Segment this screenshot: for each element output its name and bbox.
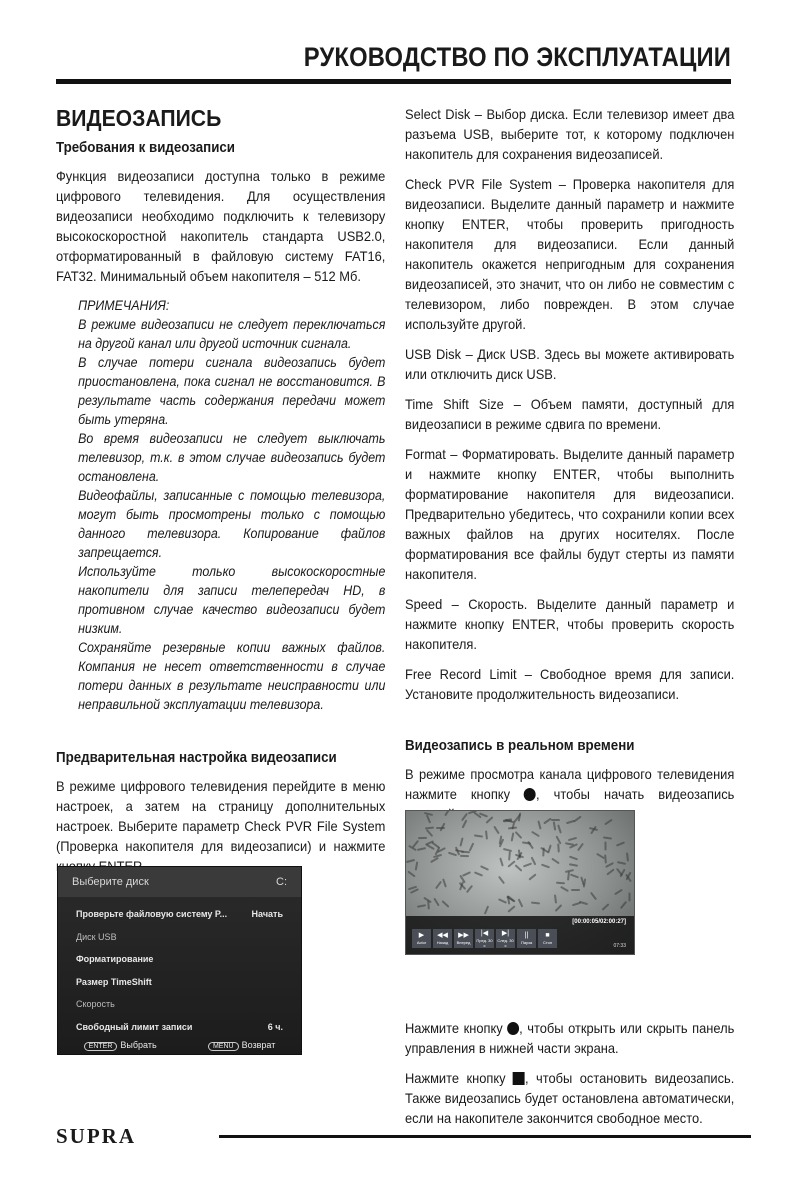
page-footer <box>56 1124 716 1148</box>
fish-mark <box>626 852 629 861</box>
fish-mark <box>547 844 552 853</box>
footer-rule <box>219 1135 751 1138</box>
requirements-text: Функция видеозаписи доступна только в режиме цифрового телевидения. Для осуществления видеозаписи необходимо подключить к телевизору высокоскоростной накопитель стандарта USB2.0, отформатированный в файловую систему FAT16, FAT32. Минимальный объем накопителя – 512 Мб. <box>56 168 386 284</box>
record-button-icon <box>507 1022 519 1035</box>
osd-enter-hint: ENTER Выбрать <box>84 1040 157 1050</box>
fish-mark <box>560 885 569 891</box>
presetup-text: В режиме цифрового телевидения перейдите в меню настроек, а затем на страницу дополнительных настроек. Выберите параметр Check PVR File System (Проверка накопителя для видеозаписи) и нажмите <box>56 778 386 854</box>
free-record-text: Free Record Limit – Свободное время для записи. Установите продолжительность видеозаписи. <box>405 666 735 702</box>
fish-mark <box>569 855 578 860</box>
pause-icon: || Пауза <box>517 929 536 948</box>
fish-mark <box>628 892 630 901</box>
fish-mark <box>503 848 512 852</box>
playback-time: [00:00:05/02:00:27] <box>572 919 626 925</box>
fish-mark <box>531 902 540 905</box>
osd-title-bar <box>58 867 301 897</box>
recording-screen-screenshot <box>405 810 635 955</box>
osd-drive: C: <box>276 876 287 888</box>
note-item: Во время видеозаписи не следует выключать телевизор, т.к. в этом случае видеозапись будет остановлена. <box>78 431 386 484</box>
osd-menu-hint: MENU Возврат <box>208 1040 275 1050</box>
record-button-icon <box>524 788 536 801</box>
left-column <box>56 104 386 886</box>
fish-mark <box>407 871 415 878</box>
osd-row: Проверьте файловую систему Р... Начать <box>76 909 283 920</box>
fish-mark <box>417 847 426 851</box>
check-pvr-text: Check PVR File System – Проверка накопителя для видеозаписи. Выделите данный параметр и нажмите кнопку ENTER, чтобы проверить пригодность накопителя для видеозаписи. Если данный накопитель окажется непригодным для сохранения видеозаписей, это значит, что он либо не совместим с телевизором, либо поврежден. В этом случае используйте другой. <box>405 176 735 332</box>
fish-mark <box>551 819 560 821</box>
panel-toggle-text: Нажмите кнопку , чтобы открыть или скрыть панель управления в нижней части экрана. <box>405 1020 735 1056</box>
disk-select-menu-screenshot <box>57 866 302 1055</box>
fish-mark <box>567 871 570 880</box>
osd-title: Выберите диск <box>72 876 149 888</box>
note-item: Используйте только высокоскоростные накопители для записи телепередач HD, в противном случае качество видеозаписи будет низким. <box>78 564 386 636</box>
fish-mark <box>604 854 607 863</box>
fish-mark <box>508 851 511 860</box>
fish-mark <box>604 819 613 826</box>
fish-mark <box>616 842 625 847</box>
osd-row: Свободный лимит записи 6 ч. <box>76 1021 283 1032</box>
realtime-heading: Видеозапись в реальном времени <box>405 738 635 754</box>
right-column <box>405 104 735 1138</box>
osd-row: Размер TimeShift <box>76 976 152 987</box>
fish-mark <box>572 902 581 907</box>
play-icon: ▶ Actor <box>412 929 431 948</box>
fish-mark <box>606 868 614 875</box>
playback-clock: 07:33 <box>613 943 626 949</box>
section-title: ВИДЕОЗАПИСЬ <box>56 105 222 131</box>
osd-row: Скорость <box>76 999 115 1010</box>
fish-mark <box>554 894 557 903</box>
fish-mark <box>517 898 523 907</box>
fish-mark <box>554 904 562 912</box>
speed-text: Speed – Скорость. Выделите данный параметр и нажмите кнопку ENTER, чтобы проверить скорость накопителя. <box>405 596 735 652</box>
fish-mark <box>617 861 626 865</box>
fish-mark <box>462 871 471 877</box>
fish-mark <box>474 871 483 876</box>
osd-footer <box>58 1040 301 1050</box>
note-item: В случае потери сигнала видеозапись будет приостановлена, пока сигнал не восстановится. В результате часть содержания передачи может быть утеряна. <box>78 355 386 427</box>
fish-mark <box>511 833 515 842</box>
fish-mark <box>498 876 505 884</box>
fish-mark <box>415 861 419 870</box>
fish-mark <box>573 815 581 822</box>
fish-mark <box>434 898 440 907</box>
stop-text: Нажмите кнопку , чтобы остановить видеозапись. Также видеозапись будет остановлена автоматически, если на накопителе закончится свободное место. <box>405 1070 735 1126</box>
fish-mark <box>493 826 500 835</box>
fish-mark <box>468 843 474 852</box>
note-item: В режиме видеозаписи не следует переключаться на другой канал или другой источник сигнала. <box>78 317 386 351</box>
fish-mark <box>557 824 562 833</box>
fish-mark <box>466 885 473 893</box>
fish-mark <box>570 874 579 879</box>
fish-mark <box>614 889 623 895</box>
fish-mark <box>603 837 612 840</box>
fish-mark <box>552 821 555 830</box>
playback-buttons <box>412 929 557 948</box>
fish-mark <box>485 831 488 840</box>
presetup-heading: Предварительная настройка видеозаписи <box>56 750 337 766</box>
prev-icon: |◀ Пред. 30 с <box>476 929 493 948</box>
fish-mark <box>565 842 574 846</box>
fish-mark <box>569 863 578 867</box>
fish-mark <box>435 881 442 889</box>
fish-mark <box>556 881 565 884</box>
fish-mark <box>442 900 450 908</box>
rewind-icon: ◀◀ Назад <box>433 929 452 948</box>
fish-mark <box>480 865 489 871</box>
brand-logo: SUPRA <box>56 1124 137 1148</box>
fish-mark <box>528 874 536 881</box>
header-rule <box>56 79 731 84</box>
fish-mark <box>602 903 610 911</box>
stop-icon: ■ Стоп <box>538 929 557 948</box>
osd-row: Диск USB <box>76 931 117 942</box>
fish-mark <box>484 905 489 914</box>
fish-mark <box>427 900 430 909</box>
format-text: Format – Форматировать. Выделите данный параметр и нажмите кнопку ENTER, чтобы выполнить форматирование накопителя для видеозаписи. Предварительно убедитесь, что сохранили копии всех важных файлов на других носителях. После форматирования все файлы будут стерты из памяти накопителя. <box>405 446 735 582</box>
fish-mark <box>571 889 580 891</box>
fish-mark <box>417 904 426 908</box>
requirements-heading: Требования к видеозаписи <box>56 140 236 156</box>
fish-mark <box>537 821 541 830</box>
fish-mark <box>590 892 597 900</box>
fish-mark <box>514 864 522 871</box>
fish-mark <box>568 836 577 840</box>
fish-mark <box>444 810 451 817</box>
playback-control-bar <box>406 916 634 954</box>
realtime-text: В режиме просмотра канала цифрового телевидения нажмите кнопку , чтобы начать видеозапись <box>405 766 735 802</box>
fish-mark <box>500 857 505 866</box>
fish-mark <box>460 855 469 857</box>
note-item: Видеофайлы, записанные с помощью телевизора, могут быть просмотрены только с помощью данного телевизора. Копирование файлов запрещается. <box>78 488 386 560</box>
fish-mark <box>620 901 627 909</box>
timeshift-text: Time Shift Size – Объем памяти, доступный для видеозаписи в режиме сдвига по времени. <box>405 396 735 432</box>
next-icon: ▶| След. 30 с <box>497 929 514 948</box>
notes-title: ПРИМЕЧАНИЯ: <box>78 298 170 313</box>
page-header <box>56 38 731 84</box>
fish-mark <box>442 878 447 887</box>
fish-mark <box>474 835 483 838</box>
fish-mark <box>459 837 463 846</box>
fish-mark <box>418 837 427 839</box>
forward-icon: ▶▶ Вперед <box>454 929 473 948</box>
notes-block <box>78 296 385 714</box>
fish-mark <box>552 858 561 865</box>
fish-mark <box>541 864 550 869</box>
fish-mark <box>508 826 517 829</box>
fish-mark <box>430 857 439 863</box>
fish-mark <box>426 829 433 837</box>
fish-mark <box>605 842 607 851</box>
fish-mark <box>498 899 507 905</box>
fish-mark <box>577 843 584 851</box>
fish-mark <box>448 852 457 857</box>
fish-mark <box>557 843 560 852</box>
usb-disk-text: USB Disk – Диск USB. Здесь вы можете активировать или отключить диск USB. <box>405 346 735 382</box>
note-item: Сохраняйте резервные копии важных файлов. Компания не несет ответственности в случае потери данных в результате неисправности или неправильной эксплуатации телевизора. <box>78 640 386 712</box>
fish-mark <box>531 830 540 836</box>
osd-row: Форматирование <box>76 954 154 965</box>
page-header-title: РУКОВОДСТВО ПО ЭКСПЛУАТАЦИИ <box>303 42 731 72</box>
fish-mark <box>507 905 515 912</box>
stop-button-icon <box>513 1072 525 1085</box>
fish-mark <box>515 831 523 839</box>
fish-mark <box>406 859 415 863</box>
select-disk-text: Select Disk – Выбор диска. Если телевизор имеет два разъема USB, выберите тот, к которому подключен накопитель для сохранения видеозаписей. <box>405 106 735 162</box>
fish-mark <box>523 862 532 867</box>
